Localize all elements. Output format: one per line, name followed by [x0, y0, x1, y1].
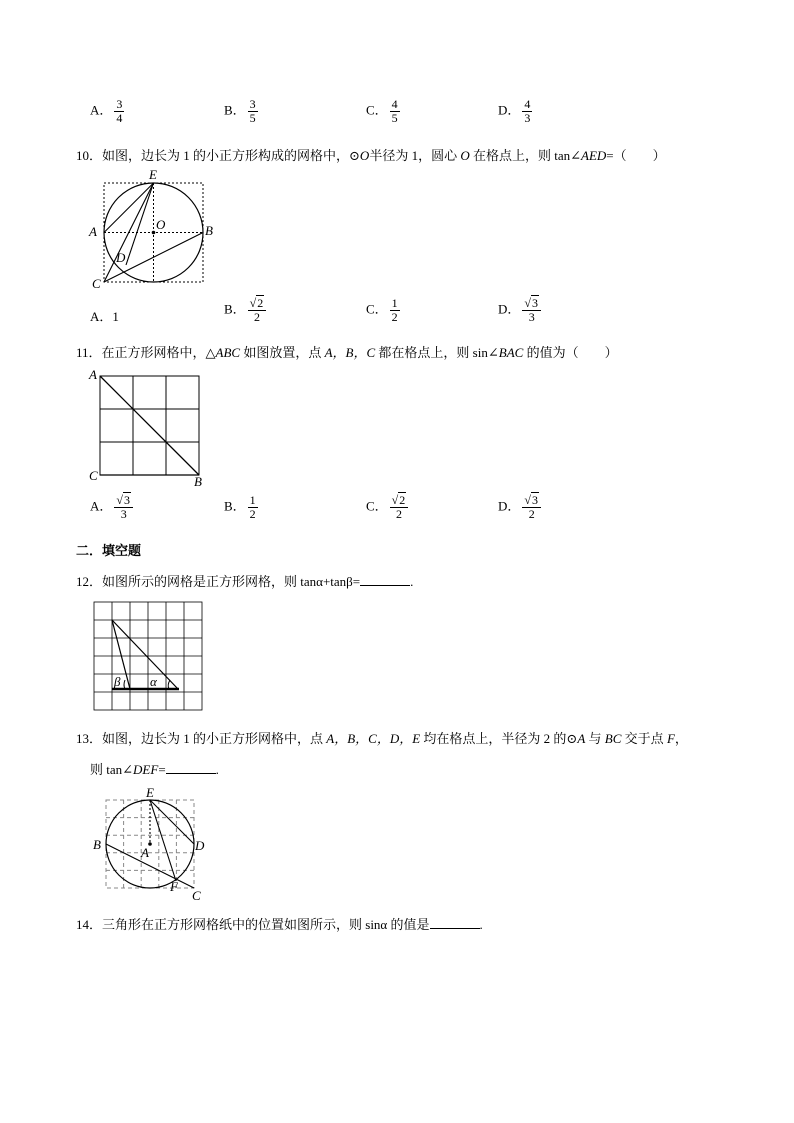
q13-label-b: B	[93, 837, 101, 852]
q10-label-a: A	[89, 224, 97, 239]
q10-figure	[86, 168, 216, 293]
q10-option-a[interactable]: A．1	[90, 309, 119, 324]
q10-label-d: D	[116, 250, 126, 265]
q11-label-c: C	[89, 468, 98, 483]
q9-option-b[interactable]: B． $\frac{3}{5}$	[224, 97, 256, 125]
q10-option-b[interactable]: B． $\frac{√2}{2}$	[224, 297, 266, 324]
q12-question: 12．如图所示的网格是正方形网格，则 tanα+tanβ= .	[76, 574, 414, 589]
q10-label-b: B	[205, 223, 213, 238]
q9-option-c[interactable]: C． $\frac{4}{5}$	[366, 97, 398, 125]
q11-label-a: A	[89, 367, 97, 382]
q11-option-b[interactable]: B． $\frac{1}{2}$	[224, 493, 256, 521]
q13-label-c: C	[192, 888, 201, 903]
q12-figure	[92, 600, 204, 712]
q13-label-d: D	[195, 838, 205, 853]
q10-option-c[interactable]: C． $\frac{1}{2}$	[366, 296, 398, 324]
q13-label-f: F	[170, 879, 178, 894]
q14-answer-blank[interactable]	[430, 916, 480, 929]
q10-option-d[interactable]: D． $\frac{√3}{3}$	[498, 297, 541, 324]
q9-option-d[interactable]: D． $\frac{4}{3}$	[498, 97, 531, 125]
q10-question: 10．如图，边长为 1 的小正方形构成的网格中，⊙O半径为 1，圆心 O 在格点上，则 tan∠AED=（ ）	[76, 148, 666, 163]
q10-label-e: E	[149, 168, 157, 182]
q12-label-beta: β	[114, 674, 121, 689]
q11-option-c[interactable]: C． $\frac{√2}{2}$	[366, 494, 408, 521]
q11-option-d[interactable]: D． $\frac{√3}{2}$	[498, 494, 541, 521]
q12-answer-blank[interactable]	[360, 573, 410, 586]
q13-label-a: A	[141, 845, 149, 860]
q13-question-line1: 13．如图，边长为 1 的小正方形网格中，点 A，B，C，D，E 均在格点上，半径为 2 的⊙A 与 BC 交于点 F，	[76, 731, 688, 746]
q13-label-e: E	[146, 785, 154, 800]
q14-question: 14．三角形在正方形网格纸中的位置如图所示，则 sinα 的值是 .	[76, 917, 483, 932]
q12-label-alpha: α	[150, 674, 157, 689]
q13-answer-blank[interactable]	[166, 761, 216, 774]
q11-label-b: B	[194, 474, 202, 489]
q13-figure	[88, 784, 213, 906]
q13-question-line2: 则 tan∠DEF= .	[90, 762, 219, 777]
q10-label-o: O	[156, 217, 166, 232]
q9-option-a[interactable]: A． $\frac{3}{4}$	[90, 97, 123, 125]
q11-question: 11．在正方形网格中，△ABC 如图放置，点 A，B，C 都在格点上，则 sin∠BAC 的值为（ ）	[76, 345, 618, 360]
q11-figure	[86, 366, 211, 490]
section-title-fill-in: 二．填空题	[76, 544, 142, 559]
q10-label-c: C	[92, 276, 101, 291]
q11-option-a[interactable]: A． $\frac{√3}{3}$	[90, 494, 133, 521]
